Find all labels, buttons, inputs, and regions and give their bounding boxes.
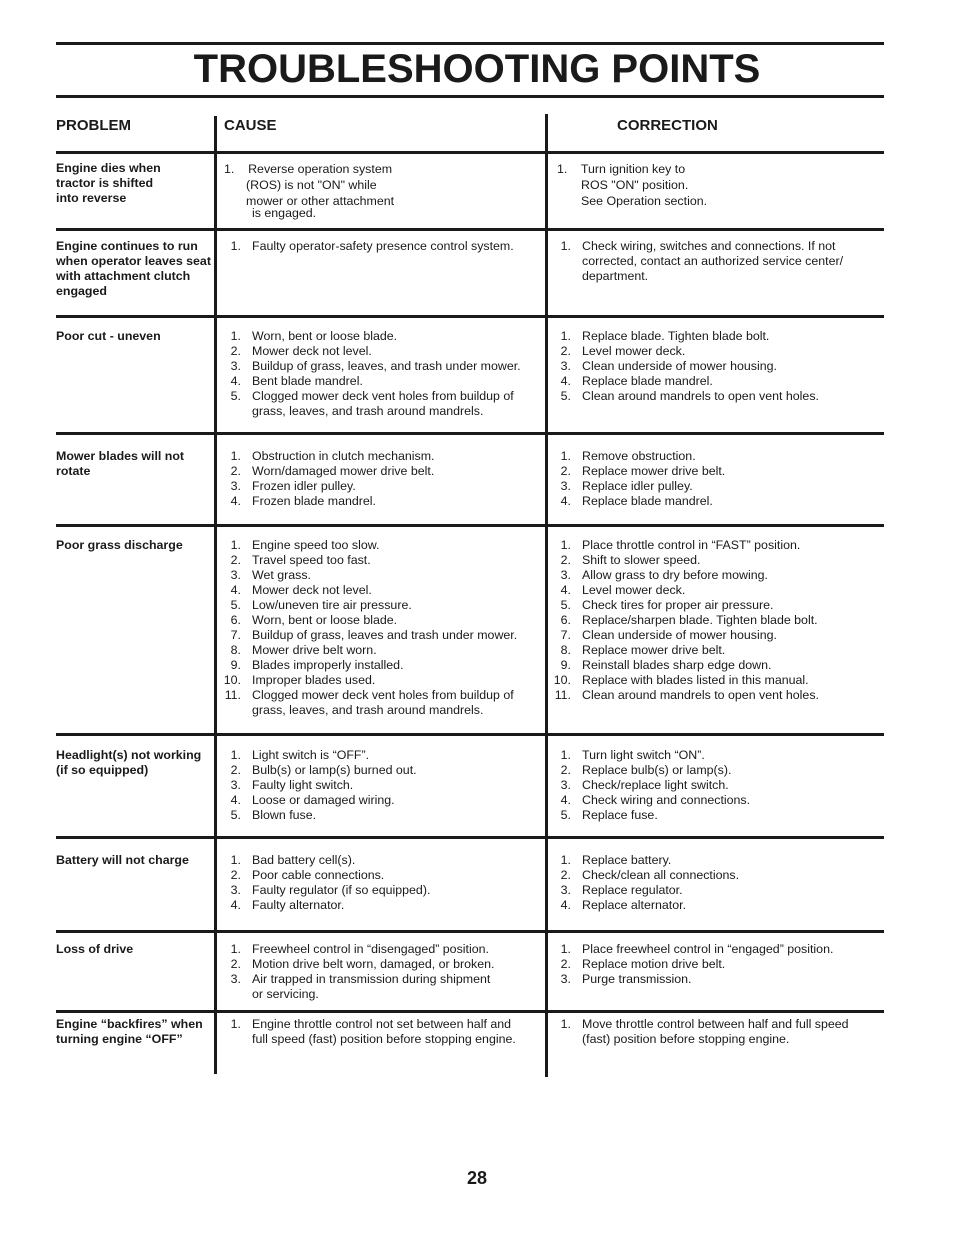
item-number: 2. <box>230 464 241 478</box>
cause-item <box>221 643 541 658</box>
cause-item <box>221 883 541 898</box>
column-header-cause: CAUSE <box>224 117 277 134</box>
cause-text: Bad battery cell(s). <box>252 853 356 867</box>
item-number: 3. <box>230 568 241 582</box>
row-divider <box>56 432 884 435</box>
correction-text: Allow grass to dry before mowing. <box>582 568 768 582</box>
cause-text: Motion drive belt worn, damaged, or broken. <box>252 957 495 971</box>
item-number: 2. <box>560 868 571 882</box>
cause-text: Improper blades used. <box>252 673 376 687</box>
item-number: 1. <box>560 748 571 762</box>
cause-item <box>221 598 541 613</box>
problem-line: rotate <box>56 464 91 478</box>
correction-text: Reinstall blades sharp edge down. <box>582 658 772 672</box>
column-header-correction: CORRECTION <box>617 117 718 134</box>
cause-text: Faulty regulator (if so equipped). <box>252 883 431 897</box>
correction-list <box>551 1017 881 1047</box>
correction-text: Remove obstruction. <box>582 449 696 463</box>
cause-text: Frozen blade mandrel. <box>252 494 376 508</box>
item-number: 9. <box>560 658 571 672</box>
cause-item <box>221 628 541 643</box>
cause-text: Worn, bent or loose blade. <box>252 329 398 343</box>
problem-line: Poor grass discharge <box>56 538 183 552</box>
item-number: 4. <box>230 583 241 597</box>
cause-text: grass, leaves, and trash around mandrels. <box>252 703 484 717</box>
item-number: 9. <box>230 658 241 672</box>
item-number: 1. <box>230 853 241 867</box>
item-number: 2. <box>230 868 241 882</box>
cause-item <box>221 239 541 254</box>
correction-text: Replace with blades listed in this manual. <box>582 673 809 687</box>
correction-item <box>551 658 881 673</box>
cause-item <box>221 898 541 913</box>
cause-text: Frozen idler pulley. <box>252 479 356 493</box>
correction-text: Replace fuse. <box>582 808 658 822</box>
correction-text: Replace/sharpen blade. Tighten blade bolt. <box>582 613 818 627</box>
problem-line: Battery will not charge <box>56 853 189 867</box>
correction-text: Replace blade mandrel. <box>582 374 713 388</box>
cause-text: Loose or damaged wiring. <box>252 793 395 807</box>
item-number: 1. <box>230 449 241 463</box>
correction-text: department. <box>582 269 649 283</box>
correction-item <box>551 793 881 808</box>
item-number: 1. <box>560 239 571 253</box>
cause-text: Air trapped in transmission during shipment <box>252 972 491 986</box>
cause-item <box>221 464 541 479</box>
correction-list <box>551 942 881 987</box>
correction-text: Check wiring, switches and connections. If not <box>582 239 836 253</box>
cause-item <box>221 1017 541 1047</box>
cause-item <box>221 868 541 883</box>
item-number: 3. <box>230 479 241 493</box>
item-number: 5. <box>230 389 241 403</box>
cause-item <box>221 538 541 553</box>
correction-list <box>551 449 881 509</box>
correction-text: Shift to slower speed. <box>582 553 701 567</box>
problem-text <box>56 1017 214 1047</box>
cause-item <box>221 359 541 374</box>
cause-text: Mower deck not level. <box>252 583 372 597</box>
item-number: 1. <box>230 239 241 253</box>
item-number: 10. <box>223 673 241 687</box>
problem-line: Poor cut - uneven <box>56 329 161 343</box>
item-number: 4. <box>560 494 571 508</box>
correction-item <box>551 1017 881 1047</box>
correction-item <box>551 568 881 583</box>
correction-item <box>551 628 881 643</box>
problem-text <box>56 748 214 778</box>
correction-item <box>551 553 881 568</box>
correction-item <box>551 778 881 793</box>
cause-line: 1. Reverse operation system <box>224 162 393 176</box>
cause-text: Travel speed too fast. <box>252 553 371 567</box>
correction-item <box>551 748 881 763</box>
correction-item <box>551 359 881 374</box>
item-number: 3. <box>230 359 241 373</box>
problem-text <box>56 239 214 299</box>
item-number: 3. <box>230 778 241 792</box>
cause-line: mower or other attachment <box>246 194 395 208</box>
cause-text: Buildup of grass, leaves and trash under mower. <box>252 628 518 642</box>
correction-item <box>551 389 881 404</box>
item-number: 4. <box>230 793 241 807</box>
correction-item <box>551 613 881 628</box>
cause-item <box>221 778 541 793</box>
item-number: 3. <box>560 778 571 792</box>
correction-text: corrected, contact an authorized service center/ <box>582 254 844 268</box>
column-header-problem: PROBLEM <box>56 117 131 134</box>
title-bottom-rule <box>56 95 884 98</box>
correction-text: Move throttle control between half and full speed <box>582 1017 849 1031</box>
row-divider <box>56 836 884 839</box>
problem-line: Mower blades will not <box>56 449 185 463</box>
page-number: 28 <box>466 1168 488 1188</box>
cause-item <box>221 553 541 568</box>
cause-list <box>221 538 541 718</box>
correction-item <box>551 344 881 359</box>
problem-text <box>56 329 214 344</box>
problem-line: Headlight(s) not working <box>56 748 202 762</box>
correction-item <box>551 808 881 823</box>
problem-text <box>56 942 214 957</box>
item-number: 2. <box>560 957 571 971</box>
item-number: 3. <box>560 972 571 986</box>
problem-text <box>56 449 214 479</box>
cause-text: Worn, bent or loose blade. <box>252 613 398 627</box>
correction-item <box>551 464 881 479</box>
row-divider <box>56 228 884 231</box>
cause-item <box>221 449 541 464</box>
cause-text: full speed (fast) position before stopping engine. <box>252 1032 516 1046</box>
item-number: 7. <box>230 628 241 642</box>
correction-text: Purge transmission. <box>582 972 692 986</box>
problem-line: with attachment clutch <box>56 269 191 283</box>
item-number: 1. <box>560 449 571 463</box>
correction-text: Level mower deck. <box>582 583 686 597</box>
problem-line: Engine continues to run <box>56 239 198 253</box>
item-number: 5. <box>560 598 571 612</box>
problem-line: tractor is shifted <box>56 176 154 190</box>
correction-item <box>551 583 881 598</box>
cause-list <box>221 329 541 419</box>
item-number: 1. <box>560 1017 571 1031</box>
item-number: 1. <box>560 942 571 956</box>
item-number: 3. <box>560 359 571 373</box>
item-number: 1. <box>230 748 241 762</box>
correction-item <box>551 883 881 898</box>
item-number: 5. <box>560 389 571 403</box>
item-number: 3. <box>560 568 571 582</box>
cause-text: Worn/damaged mower drive belt. <box>252 464 435 478</box>
item-number: 8. <box>560 643 571 657</box>
problem-line: into reverse <box>56 191 127 205</box>
problem-line: Engine dies when <box>56 161 161 175</box>
cause-text: Faulty operator-safety presence control system. <box>252 239 514 253</box>
row-divider <box>56 1010 884 1013</box>
cause-text: or servicing. <box>252 987 319 1001</box>
item-number: 4. <box>230 898 241 912</box>
correction-item <box>551 538 881 553</box>
cause-text: Engine throttle control not set between half and <box>252 1017 511 1031</box>
problem-line: turning engine “OFF” <box>56 1032 183 1046</box>
cause-text: Poor cable connections. <box>252 868 385 882</box>
cause-item <box>221 748 541 763</box>
cause-text: Wet grass. <box>252 568 311 582</box>
item-number: 8. <box>230 643 241 657</box>
correction-item <box>551 374 881 389</box>
row-divider <box>56 524 884 527</box>
correction-item <box>551 598 881 613</box>
item-number: 2. <box>230 553 241 567</box>
item-number: 3. <box>230 972 241 986</box>
item-number: 4. <box>230 374 241 388</box>
cause-text: Blades improperly installed. <box>252 658 404 672</box>
cause-item <box>221 613 541 628</box>
cause-item <box>221 583 541 598</box>
correction-item <box>551 688 881 703</box>
correction-text: Clean underside of mower housing. <box>582 628 777 642</box>
cause-item <box>221 658 541 673</box>
correction-list <box>551 853 881 913</box>
cause-text: Engine speed too slow. <box>252 538 380 552</box>
cause-text: Mower drive belt worn. <box>252 643 377 657</box>
item-number: 1. <box>230 1017 241 1031</box>
item-number: 3. <box>560 883 571 897</box>
item-number: 1. <box>560 853 571 867</box>
correction-item <box>551 673 881 688</box>
cause-text: Obstruction in clutch mechanism. <box>252 449 435 463</box>
cause-list <box>221 942 541 1002</box>
item-number: 2. <box>230 344 241 358</box>
correction-text: Replace mower drive belt. <box>582 643 726 657</box>
cause-text: Bulb(s) or lamp(s) burned out. <box>252 763 417 777</box>
item-number: 5. <box>230 808 241 822</box>
item-number: 4. <box>560 374 571 388</box>
correction-text: (fast) position before stopping engine. <box>582 1032 790 1046</box>
cause-list <box>221 239 541 254</box>
correction-text: Clean underside of mower housing. <box>582 359 777 373</box>
problem-line: Engine “backfires” when <box>56 1017 203 1031</box>
correction-text: Turn light switch “ON”. <box>582 748 705 762</box>
cause-text: grass, leaves, and trash around mandrels. <box>252 404 484 418</box>
correction-text: Replace blade mandrel. <box>582 494 713 508</box>
cause-text: Low/uneven tire air pressure. <box>252 598 412 612</box>
correction-text: Check/clean all connections. <box>582 868 740 882</box>
item-number: 1. <box>230 942 241 956</box>
correction-item <box>551 942 881 957</box>
correction-text: Replace regulator. <box>582 883 683 897</box>
cause-item <box>221 389 541 419</box>
problem-line: (if so equipped) <box>56 763 149 777</box>
problem-text <box>56 538 214 553</box>
item-number: 6. <box>560 613 571 627</box>
cause-item <box>221 853 541 868</box>
correction-list <box>551 748 881 823</box>
item-number: 2. <box>230 957 241 971</box>
correction-text: Replace mower drive belt. <box>582 464 726 478</box>
correction-line: 1. Turn ignition key to <box>557 162 686 176</box>
cause-text: Faulty light switch. <box>252 778 354 792</box>
cause-text: Clogged mower deck vent holes from buildup of <box>252 688 514 702</box>
correction-text: Replace alternator. <box>582 898 687 912</box>
item-number: 5. <box>560 808 571 822</box>
cause-item <box>221 568 541 583</box>
item-number: 4. <box>560 898 571 912</box>
cause-item <box>221 344 541 359</box>
cause-item <box>221 673 541 688</box>
correction-text: Check/replace light switch. <box>582 778 729 792</box>
correction-item <box>551 239 881 284</box>
cause-item <box>221 763 541 778</box>
problem-text <box>56 161 214 206</box>
cause-text: Buildup of grass, leaves, and trash under mower. <box>252 359 521 373</box>
correction-item <box>551 868 881 883</box>
item-number: 2. <box>560 464 571 478</box>
item-number: 10. <box>553 673 571 687</box>
cause-item <box>221 808 541 823</box>
cause-item <box>221 374 541 389</box>
cause-item <box>221 479 541 494</box>
cause-list <box>221 853 541 913</box>
item-number: 4. <box>560 583 571 597</box>
item-number: 2. <box>560 763 571 777</box>
item-number: 1. <box>230 329 241 343</box>
correction-line: ROS "ON" position. <box>581 178 689 192</box>
page-title: TROUBLESHOOTING POINTS <box>193 47 761 91</box>
problem-line: engaged <box>56 284 107 298</box>
item-number: 1. <box>230 538 241 552</box>
row-divider <box>56 733 884 736</box>
item-number: 11. <box>554 688 571 702</box>
item-number: 4. <box>230 494 241 508</box>
cause-line: is engaged. <box>252 206 317 220</box>
cause-item <box>221 329 541 344</box>
cause-item <box>221 688 541 718</box>
row-divider <box>56 315 884 318</box>
cause-item <box>221 957 541 972</box>
correction-text: Clean around mandrels to open vent holes. <box>582 389 819 403</box>
correction-item <box>551 449 881 464</box>
cause-text: Light switch is “OFF”. <box>252 748 370 762</box>
correction-item <box>551 957 881 972</box>
item-number: 7. <box>560 628 571 642</box>
cause-item <box>221 793 541 808</box>
row-divider <box>56 151 884 154</box>
correction-text: Level mower deck. <box>582 344 686 358</box>
cause-item <box>221 942 541 957</box>
cause-item <box>221 972 541 1002</box>
item-number: 2. <box>230 763 241 777</box>
correction-text: Clean around mandrels to open vent holes. <box>582 688 819 702</box>
cause-list <box>221 1017 541 1047</box>
correction-item <box>551 853 881 868</box>
correction-text: Replace bulb(s) or lamp(s). <box>582 763 732 777</box>
correction-text: Replace blade. Tighten blade bolt. <box>582 329 770 343</box>
correction-text: Place freewheel control in “engaged” position. <box>582 942 834 956</box>
item-number: 6. <box>230 613 241 627</box>
cause-list <box>221 449 541 509</box>
cause-line: (ROS) is not "ON" while <box>246 178 377 192</box>
correction-item <box>551 643 881 658</box>
correction-item <box>551 329 881 344</box>
item-number: 11. <box>224 688 241 702</box>
correction-list <box>551 239 881 284</box>
cause-text: Clogged mower deck vent holes from buildup of <box>252 389 514 403</box>
correction-text: Place throttle control in “FAST” position. <box>582 538 801 552</box>
correction-item <box>551 494 881 509</box>
item-number: 3. <box>560 479 571 493</box>
correction-text: Replace motion drive belt. <box>582 957 726 971</box>
item-number: 4. <box>560 793 571 807</box>
correction-text: Replace idler pulley. <box>582 479 693 493</box>
correction-item <box>551 972 881 987</box>
cause-text: Bent blade mandrel. <box>252 374 363 388</box>
correction-list <box>551 538 881 703</box>
correction-item <box>551 479 881 494</box>
correction-text: Check wiring and connections. <box>582 793 751 807</box>
problem-text <box>56 853 214 868</box>
cause-text: Mower deck not level. <box>252 344 372 358</box>
cause-list <box>221 748 541 823</box>
item-number: 3. <box>230 883 241 897</box>
item-number: 1. <box>560 329 571 343</box>
item-number: 2. <box>560 344 571 358</box>
cause-text: Blown fuse. <box>252 808 317 822</box>
item-number: 5. <box>230 598 241 612</box>
row-divider <box>56 930 884 933</box>
correction-list <box>551 329 881 404</box>
correction-item <box>551 763 881 778</box>
correction-line: See Operation section. <box>581 194 708 208</box>
problem-line: Loss of drive <box>56 942 134 956</box>
problem-line: when operator leaves seat <box>56 254 211 268</box>
item-number: 2. <box>560 553 571 567</box>
cause-item <box>221 494 541 509</box>
correction-text: Replace battery. <box>582 853 672 867</box>
cause-text: Freewheel control in “disengaged” position. <box>252 942 489 956</box>
correction-item <box>551 898 881 913</box>
item-number: 1. <box>560 538 571 552</box>
cause-text: Faulty alternator. <box>252 898 345 912</box>
correction-text: Check tires for proper air pressure. <box>582 598 774 612</box>
